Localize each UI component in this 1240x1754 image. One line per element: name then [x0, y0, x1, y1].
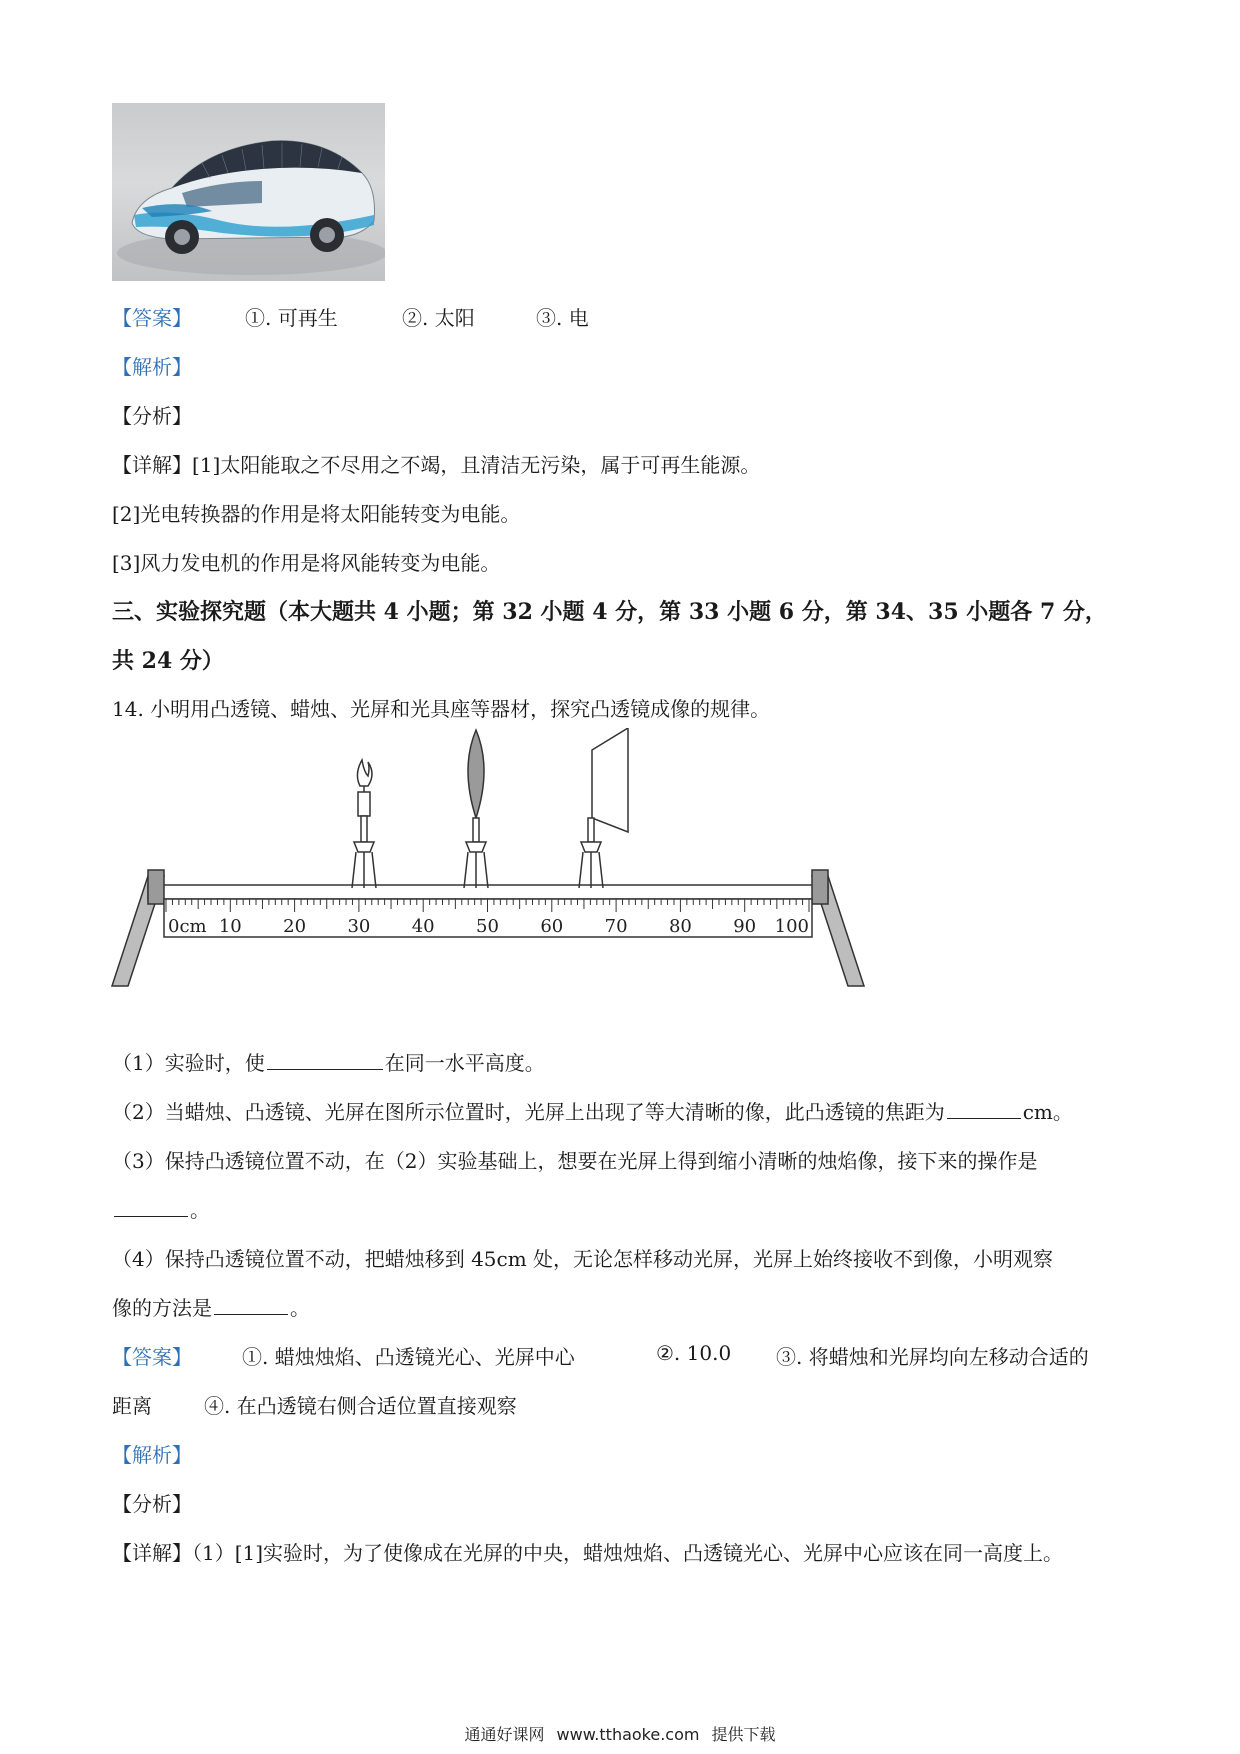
- answer-3: ③. 电: [536, 306, 589, 330]
- part4-end: 。: [290, 1296, 310, 1320]
- blank-1: [267, 1068, 383, 1070]
- q14-detail-text-1: （1）[1]实验时，为了使像成在光屏的中央，蜡烛烛焰、凸透镜光心、光屏中心应该在同一高度上。: [192, 1541, 1064, 1565]
- light-screen: [579, 728, 628, 888]
- ruler-label: 20: [283, 916, 307, 937]
- part1-text-b: 在同一水平高度。: [384, 1051, 545, 1075]
- ruler-label: 100: [774, 916, 809, 937]
- ruler-label: 90: [733, 916, 757, 937]
- q14-answer-tag: 【答案】: [112, 1345, 192, 1369]
- ruler-label: 80: [668, 916, 692, 937]
- blank-4: [214, 1313, 288, 1315]
- ruler-label: 70: [604, 916, 628, 937]
- q14-answer-2: ②. 10.0: [656, 1341, 732, 1365]
- detail-text-1: [1]太阳能取之不尽用之不竭，且清洁无污染，属于可再生能源。: [192, 453, 761, 477]
- q14-answer-3-cont: 距离: [112, 1394, 152, 1418]
- q14-part-1: [112, 1047, 545, 1076]
- q14-answer-4: ④. 在凸透镜右侧合适位置直接观察: [204, 1394, 517, 1418]
- q14-part-4-line-2: [112, 1292, 310, 1321]
- part3-end: 。: [190, 1198, 210, 1222]
- answer-1: ①. 可再生: [245, 306, 338, 330]
- q14-part-3-line-1: （3）保持凸透镜位置不动，在（2）实验基础上，想要在光屏上得到缩小清晰的烛焰像，接下来的操作是: [112, 1149, 1038, 1173]
- solar-car-photo: [112, 103, 385, 281]
- q14-part-4-line-1: （4）保持凸透镜位置不动，把蜡烛移到 45cm 处，无论怎样移动光屏，光屏上始终接收不到像，小明观察: [112, 1247, 1054, 1271]
- ruler-label: 50: [476, 916, 499, 937]
- q14-part-2: [112, 1096, 1073, 1125]
- convex-lens: [464, 730, 488, 888]
- analysis-tag: 【解析】: [112, 355, 192, 379]
- part1-text-a: （1）实验时，使: [112, 1051, 265, 1075]
- footer-site-name: 通通好课网: [464, 1725, 545, 1744]
- section-heading-line-2: 共 24 分）: [112, 648, 224, 674]
- ruler-label: 0cm: [168, 916, 207, 937]
- answer-2: ②. 太阳: [402, 306, 475, 330]
- q14-detail-line-1: [112, 1537, 1063, 1566]
- optical-bench-diagram: [108, 728, 868, 988]
- footer-download: 提供下载: [711, 1725, 776, 1744]
- ruler-label: 60: [540, 916, 564, 937]
- q14-detail-tag: 【详解】: [112, 1541, 192, 1565]
- q14-answer-3: ③. 将蜡烛和光屏均向左移动合适的: [776, 1345, 1089, 1369]
- part2-text-a: （2）当蜡烛、凸透镜、光屏在图所示位置时，光屏上出现了等大清晰的像，此凸透镜的焦距为: [112, 1100, 945, 1124]
- fenxi-tag: 【分析】: [112, 404, 192, 428]
- ruler-label: 40: [411, 916, 435, 937]
- candle: [352, 760, 376, 888]
- ruler-label: 10: [218, 916, 242, 937]
- q14-fenxi-tag: 【分析】: [112, 1492, 192, 1516]
- q14-stem: 14. 小明用凸透镜、蜡烛、光屏和光具座等器材，探究凸透镜成像的规律。: [112, 697, 771, 721]
- detail-line-3: [3]风力发电机的作用是将风能转变为电能。: [112, 551, 501, 575]
- detail-line-1: [112, 449, 760, 478]
- blank-2: [947, 1117, 1021, 1119]
- ruler-label: 30: [347, 916, 371, 937]
- page-footer: [0, 1722, 1240, 1745]
- q14-answer-1: ①. 蜡烛烛焰、凸透镜光心、光屏中心: [242, 1345, 575, 1369]
- part4-text-a: 像的方法是: [112, 1296, 212, 1320]
- q14-part-3-line-2: [112, 1194, 210, 1223]
- part2-text-b: cm。: [1022, 1100, 1073, 1124]
- detail-tag: 【详解】: [112, 453, 192, 477]
- q14-analysis-tag: 【解析】: [112, 1443, 192, 1467]
- section-heading-line-1: 三、实验探究题（本大题共 4 小题；第 32 小题 4 分，第 33 小题 6 分，第 34、35 小题各 7 分，: [112, 599, 1107, 625]
- blank-3: [114, 1215, 188, 1217]
- footer-url: www.tthaoke.com: [556, 1725, 700, 1744]
- answer-tag: 【答案】: [112, 306, 192, 330]
- detail-line-2: [2]光电转换器的作用是将太阳能转变为电能。: [112, 502, 521, 526]
